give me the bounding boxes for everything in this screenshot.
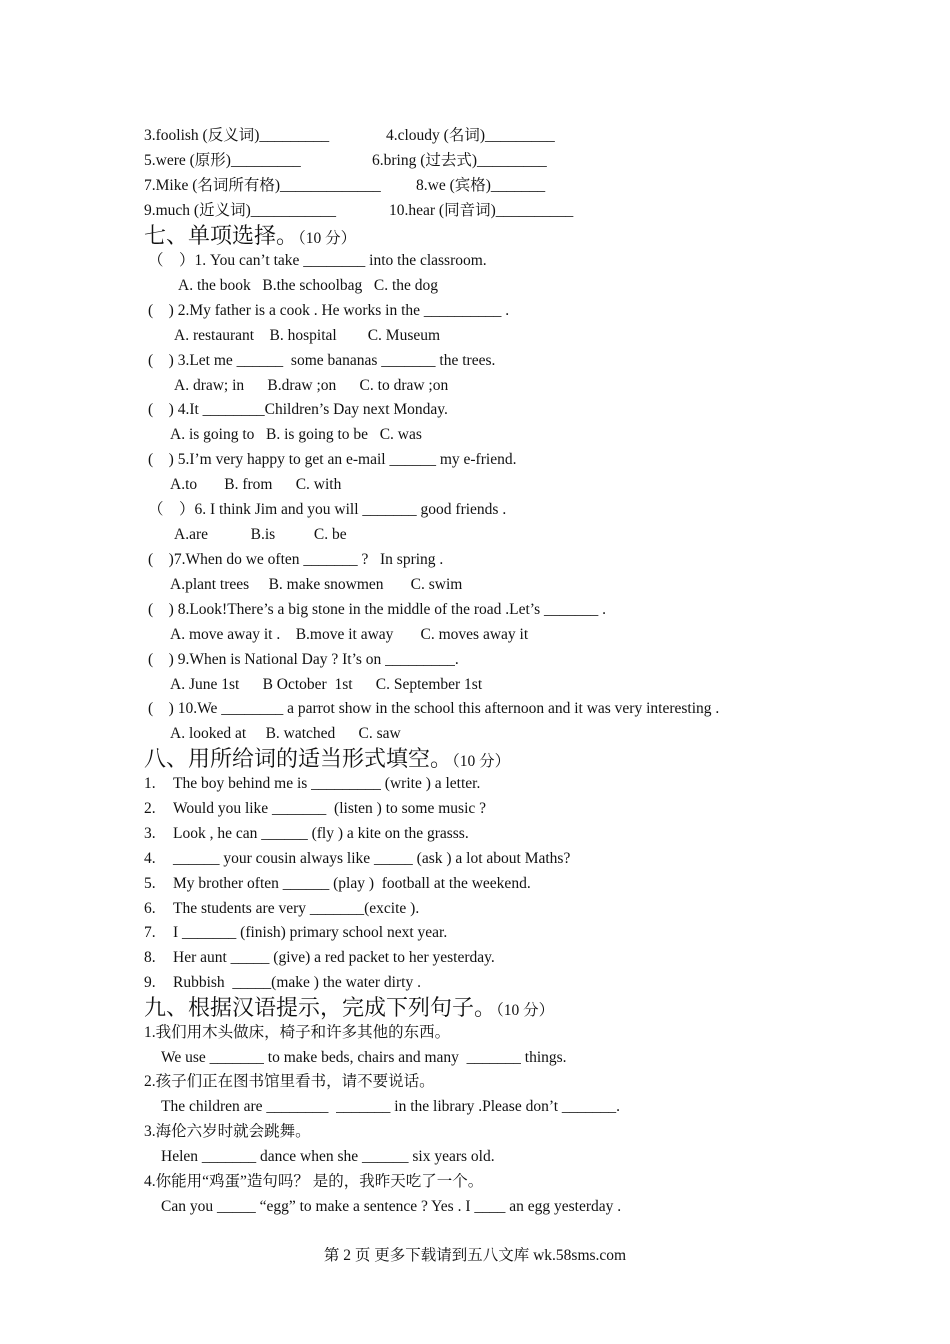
fill-number-5: 5. — [144, 875, 156, 892]
translate-prompt-1: 1.我们用木头做床，椅子和许多其他的东西。 — [144, 1024, 451, 1041]
mc-question-5: ( ) 5.I’m very happy to get an e-mail ______ my e-friend. — [148, 451, 517, 468]
mc-question-10: ( ) 10.We ________ a parrot show in the school this afternoon and it was very interesting . — [148, 700, 720, 717]
fill-sentence-3: Look , he can ______ (fly ) a kite on the grasss. — [173, 825, 469, 842]
translate-prompt-3: 3.海伦六岁时就会跳舞。 — [144, 1123, 311, 1140]
mc-options-3: A. draw; in B.draw ;on C. to draw ;on — [174, 377, 449, 394]
section-9-points: （10 分） — [496, 1002, 555, 1019]
translate-sentence-3: Helen _______ dance when she ______ six years old. — [161, 1148, 495, 1165]
mc-options-2: A. restaurant B. hospital C. Museum — [174, 327, 441, 344]
fill-sentence-9: Rubbish _____(make ) the water dirty . — [173, 974, 421, 991]
section-7-points: （10 分） — [298, 230, 357, 247]
mc-question-2: ( ) 2.My father is a cook . He works in the __________ . — [148, 302, 510, 319]
mc-question-3: ( ) 3.Let me ______ some bananas _______ the trees. — [148, 352, 496, 369]
mc-options-6: A.are B.is C. be — [174, 526, 347, 543]
section-8-points: （10 分） — [452, 753, 511, 770]
translate-sentence-1: We use _______ to make beds, chairs and many _______ things. — [161, 1049, 567, 1066]
fill-sentence-7: I _______ (finish) primary school next year. — [173, 924, 448, 941]
vocab-4: 4.cloudy (名词)_________ — [386, 127, 555, 144]
mc-question-7: ( )7.When do we often _______ ? In spring . — [148, 551, 444, 568]
translate-prompt-2: 2.孩子们正在图书馆里看书，请不要说话。 — [144, 1073, 435, 1090]
section-7-title: 七、单项选择。 — [144, 224, 299, 249]
mc-options-9: A. June 1st B October 1st C. September 1st — [170, 676, 483, 693]
mc-question-8: ( ) 8.Look!There’s a big stone in the middle of the road .Let’s _______ . — [148, 601, 607, 618]
vocab-3: 3.foolish (反义词)_________ — [144, 127, 330, 144]
section-9-heading — [144, 996, 554, 1024]
mc-options-1: A. the book B.the schoolbag C. the dog — [178, 277, 439, 294]
fill-sentence-5: My brother often ______ (play ) football at the weekend. — [173, 875, 531, 892]
mc-question-1: （ ）1. You can’t take ________ into the classroom. — [148, 252, 487, 269]
mc-question-6: （ ）6. I think Jim and you will _______ good friends . — [148, 501, 507, 518]
mc-options-4: A. is going to B. is going to be C. was — [170, 426, 422, 443]
fill-number-3: 3. — [144, 825, 156, 842]
translate-sentence-4: Can you _____ “egg” to make a sentence ? Yes . I ____ an egg yesterday . — [161, 1198, 622, 1215]
fill-sentence-4: ______ your cousin always like _____ (ask ) a lot about Maths? — [173, 850, 571, 867]
fill-sentence-6: The students are very _______(excite ). — [173, 900, 420, 917]
mc-question-9: ( ) 9.When is National Day ? It’s on _________. — [148, 651, 459, 668]
vocab-8: 8.we (宾格)_______ — [416, 177, 546, 194]
fill-number-1: 1. — [144, 775, 156, 792]
mc-question-4: ( ) 4.It ________Children’s Day next Monday. — [148, 401, 448, 418]
fill-number-7: 7. — [144, 924, 156, 941]
fill-sentence-8: Her aunt _____ (give) a red packet to her yesterday. — [173, 949, 495, 966]
mc-options-8: A. move away it . B.move it away C. moves away it — [170, 626, 529, 643]
vocab-6: 6.bring (过去式)_________ — [372, 152, 547, 169]
translate-prompt-4: 4.你能用“鸡蛋”造句吗？ 是的，我昨天吃了一个。 — [144, 1173, 484, 1190]
fill-sentence-1: The boy behind me is _________ (write ) a letter. — [173, 775, 481, 792]
fill-number-9: 9. — [144, 974, 156, 991]
page-footer: 第 2 页 更多下载请到五八文库 wk.58sms.com — [323, 1247, 627, 1264]
vocab-10: 10.hear (同音词)__________ — [389, 202, 574, 219]
section-8-title: 八、用所给词的适当形式填空。 — [144, 747, 453, 772]
fill-number-6: 6. — [144, 900, 156, 917]
translate-sentence-2: The children are ________ _______ in the library .Please don’t _______. — [161, 1098, 621, 1115]
mc-options-10: A. looked at B. watched C. saw — [170, 725, 401, 742]
mc-options-7: A.plant trees B. make snowmen C. swim — [170, 576, 463, 593]
section-9-title: 九、根据汉语提示，完成下列句子。 — [144, 996, 497, 1021]
fill-number-8: 8. — [144, 949, 156, 966]
vocab-7: 7.Mike (名词所有格)_____________ — [144, 177, 381, 194]
section-7-heading — [144, 224, 356, 252]
fill-number-4: 4. — [144, 850, 156, 867]
section-8-heading — [144, 747, 510, 775]
fill-sentence-2: Would you like _______ (listen ) to some music ? — [173, 800, 487, 817]
vocab-9: 9.much (近义词)___________ — [144, 202, 337, 219]
fill-number-2: 2. — [144, 800, 156, 817]
vocab-5: 5.were (原形)_________ — [144, 152, 301, 169]
mc-options-5: A.to B. from C. with — [170, 476, 342, 493]
